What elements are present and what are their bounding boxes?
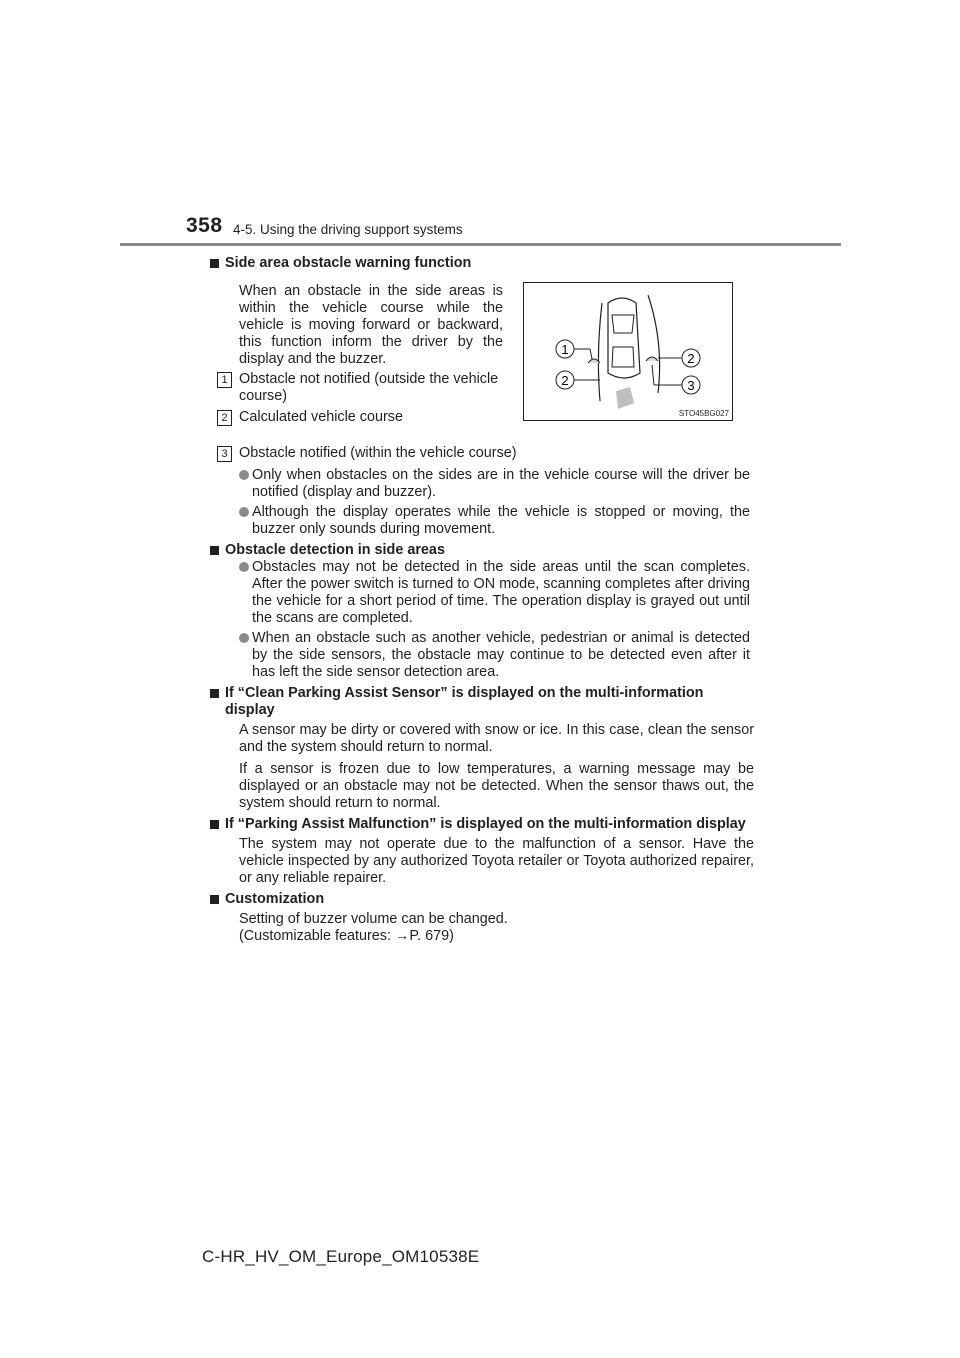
list-item: 1 Obstacle not notified (outside the vehicle course) [210, 371, 504, 405]
list-item: Obstacles may not be detected in the side areas until the scan completes. After the power switch is turned to ON mode, scanning completes after driving the vehicle for a short period of time. The operation display is grayed out until the scans are completed. [239, 559, 750, 627]
bullet-icon [239, 470, 249, 480]
malfunction-para: The system may not operate due to the malfunction of a sensor. Have the vehicle inspected by any authorized Toyota retailer or Toyota authorized repairer, or any reliable repairer. [239, 836, 754, 886]
page-content [210, 255, 754, 945]
customization-line-1: Setting of buzzer volume can be changed. [239, 911, 508, 927]
list-item: 3 Obstacle notified (within the vehicle course) [210, 445, 750, 462]
number-box: 2 [217, 410, 232, 426]
clean-sensor-para-2: If a sensor is frozen due to low temperatures, a warning message may be displayed or an obstacle may not be detected. When the sensor thaws out, the system should return to normal. [239, 761, 754, 811]
detection-heading: Obstacle detection in side areas [210, 542, 750, 559]
list-item: When an obstacle such as another vehicle, pedestrian or animal is detected by the side sensors, the obstacle may continue to be detected even after it has left the side sensor detection area. [239, 630, 750, 681]
bullet-icon [239, 633, 249, 643]
header-rule [120, 243, 841, 246]
list-item: 2 Calculated vehicle course [210, 409, 750, 426]
malfunction-heading: If “Parking Assist Malfunction” is displayed on the multi-information display [210, 816, 750, 833]
customization-line-2: (Customizable features: →P. 679) [239, 928, 454, 944]
clean-sensor-heading: If “Clean Parking Assist Sensor” is displayed on the multi-information display [210, 685, 750, 719]
customization-heading: Customization [210, 891, 750, 908]
footer-doc-id: C-HR_HV_OM_Europe_OM10538E [202, 1247, 480, 1266]
svg-text:2: 2 [687, 351, 695, 366]
side-area-heading: Side area obstacle warning function [210, 255, 750, 272]
list-item: Only when obstacles on the sides are in the vehicle course will the driver be notified (display and buzzer). [239, 467, 750, 501]
page-number: 358 [186, 214, 223, 237]
figure-code: STO45BG027 [678, 409, 729, 418]
svg-text:3: 3 [687, 378, 695, 393]
bullet-icon [239, 562, 249, 572]
svg-text:1: 1 [561, 342, 569, 357]
bullet-icon [239, 507, 249, 517]
side-area-intro: When an obstacle in the side areas is within the vehicle course while the vehicle is moving forward or backward, this function inform the driver by the display and the buzzer. [239, 283, 503, 367]
svg-text:2: 2 [561, 373, 569, 388]
number-box: 3 [217, 446, 232, 462]
section-title: 4-5. Using the driving support systems [233, 222, 463, 237]
list-item: Although the display operates while the vehicle is stopped or moving, the buzzer only sounds during movement. [239, 504, 750, 538]
clean-sensor-para-1: A sensor may be dirty or covered with snow or ice. In this case, clean the sensor and the system should return to normal. [239, 722, 754, 755]
number-box: 1 [217, 372, 232, 388]
